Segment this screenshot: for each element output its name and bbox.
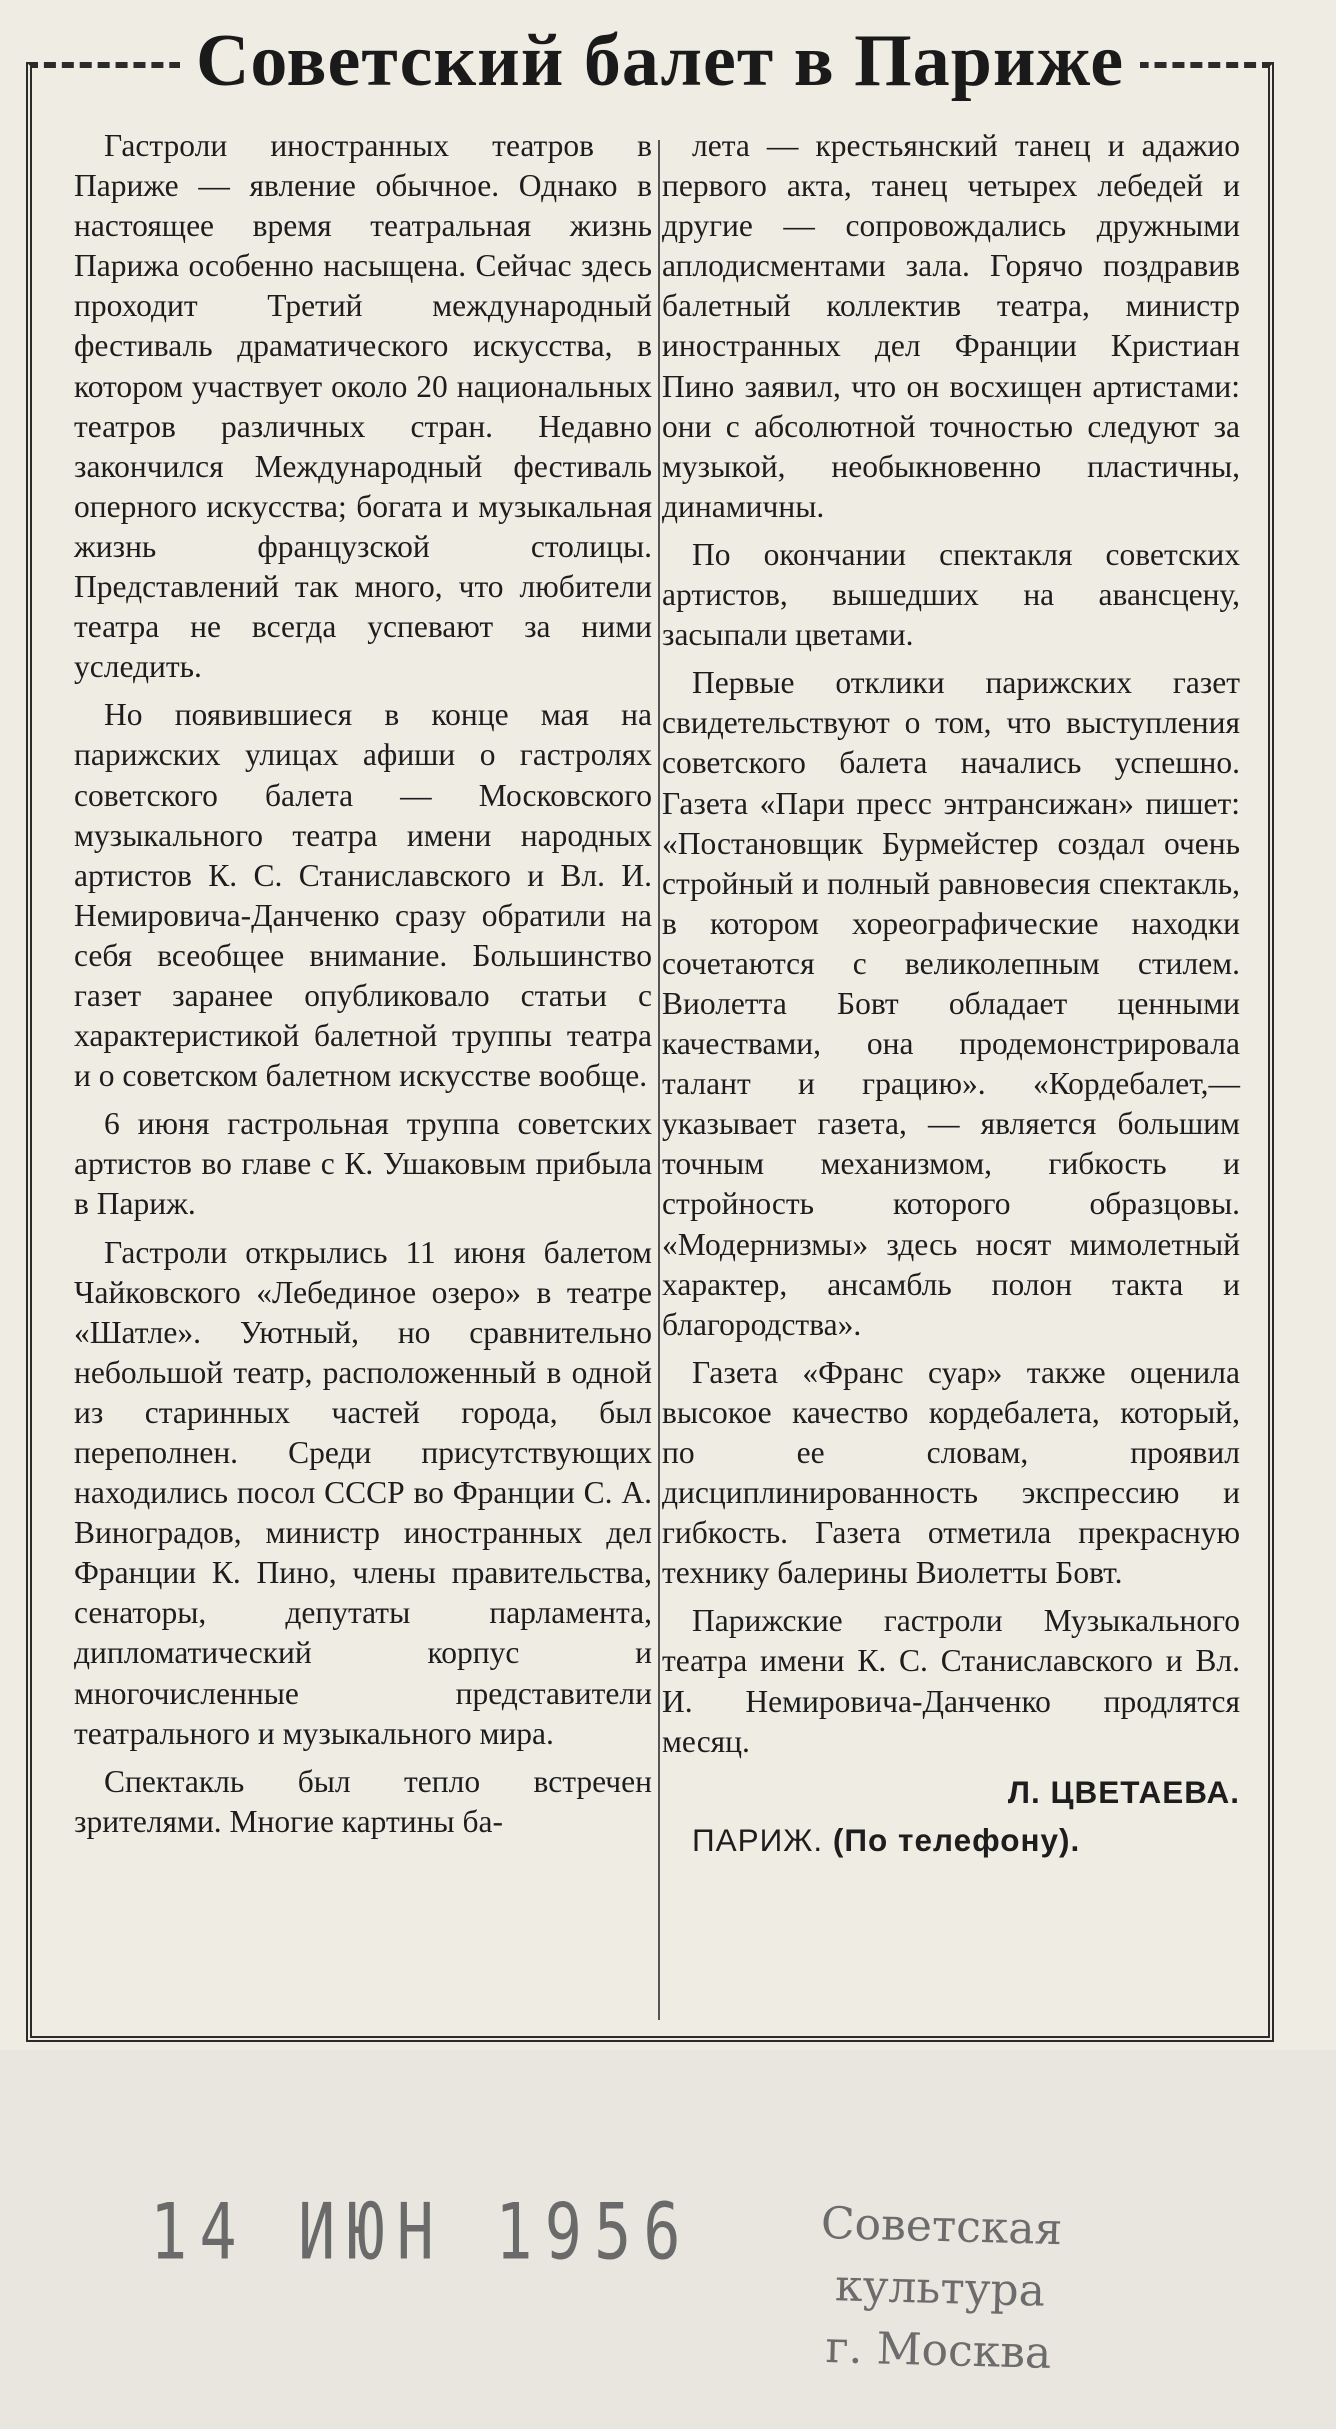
left-paragraph-1: Гастроли иностранных театров в Париже — явление обычное. Однако в настоящее время театральная жизнь Парижа особенно насыщена. Сейчас здесь проходит Третий международный фестиваль драматического искусства, в котором участвует около 20 национальных театров различных стран. Недавно закончился Международный фестиваль оперного искусства; богата и музыкальная жизнь французской столицы. Представлений так много, что любители театра не всегда успевают за ними уследить. xyxy=(74,128,652,685)
article-title: Советский балет в Париже xyxy=(180,16,1140,106)
right-paragraph-1: лета — крестьянский танец и адажио первого акта, танец четырех лебедей и другие — сопровождались дружными аплодисментами зала. Горячо поздравив балетный коллектив театра, министр иностранных дел Франции Кристиан Пино заявил, что он восхищен артистами: они с абсолютной точностью следуют за музыкой, необыкновенно пластичны, динамичны. xyxy=(662,128,1240,524)
author-byline: Л. ЦВЕТАЕВА. xyxy=(1007,1773,1240,1810)
right-paragraph-4: Газета «Франс суар» также оценила высокое качество кордебалета, который, по ее словам, проявил дисциплинированность экспрессию и гибкость. Газета отметила прекрасную технику балерины Виолетты Бовт. xyxy=(662,1354,1240,1591)
right-paragraph-5: Парижские гастроли Музыкального театра имени К. С. Станиславского и Вл. И. Немировича-Данченко продлятся месяц. xyxy=(662,1603,1240,1759)
left-paragraph-3: 6 июня гастрольная труппа советских артистов во главе с К. Ушаковым прибыла в Париж. xyxy=(74,1106,652,1222)
source-stamp xyxy=(718,2190,1163,2387)
date-stamp: 14 ИЮН 1956 xyxy=(150,2186,693,2278)
source-paper-city: г. Москва xyxy=(824,2322,1052,2379)
column-divider xyxy=(658,140,660,2020)
dateline-city: ПАРИЖ. xyxy=(692,1821,824,1858)
right-paragraph-2: По окончании спектакля советских артистов, вышедших на авансцену, засыпали цветами. xyxy=(662,536,1240,653)
dateline xyxy=(662,1820,1240,1860)
source-paper-name: Советская культура xyxy=(820,2197,1063,2317)
left-paragraph-5: Спектакль был тепло встречен зрителями. Многие картины ба- xyxy=(74,1763,652,1839)
left-column xyxy=(74,126,652,1850)
left-paragraph-4: Гастроли открылись 11 июня балетом Чайковского «Лебединое озеро» в театре «Шатле». Уютный, но сравнительно небольшой театр, расположенный в одной из старинных частей города, был переполнен. Среди присутствующих находились посол СССР во Франции С. А. Виноградов, министр иностранных дел Франции К. Пино, члены правительства, сенаторы, депутаты парламента, дипломатический корпус и многочисленные представители театрального и музыкального мира. xyxy=(74,1234,652,1751)
dateline-source: (По телефону). xyxy=(832,1821,1081,1858)
right-column xyxy=(662,126,1240,1868)
right-paragraph-3: Первые отклики парижских газет свидетельствуют о том, что выступления советского балета начались успешно. Газета «Пари пресс энтрансижан» пишет: «Постановщик Бурмейстер создал очень стройный и полный равновесия спектакль, в котором хореографические находки сочетаются с великолепным стилем. Виолетта Бовт обладает ценными качествами, она продемонстрировала талант и грацию». «Кордебалет,— указывает газета, — является большим точным механизмом, гибкость и стройность которого образцовы. «Модернизмы» здесь носят мимолетный характер, ансамбль полон такта и благородства». xyxy=(662,665,1240,1342)
left-paragraph-2: Но появившиеся в конце мая на парижских улицах афиши о гастролях советского балета — Московского музыкального театра имени народных артистов К. С. Станиславского и Вл. И. Немировича-Данченко сразу обратили на себя всеобщее внимание. Большинство газет заранее опубликовало статьи с характеристикой балетной труппы театра и о советском балетном искусстве вообще. xyxy=(74,697,652,1094)
